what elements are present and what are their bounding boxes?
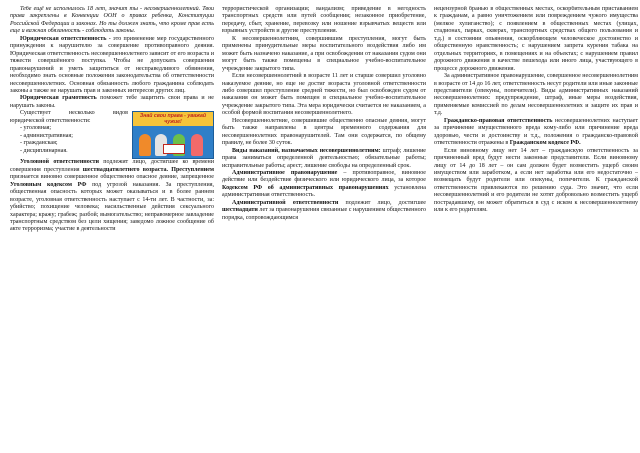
text-fragment: подлежит лицо, достигшее (338, 199, 426, 206)
paragraph-criminal-responsibility (10, 159, 214, 234)
text-fragment: лет за правонарушения связанные с нарушением общественного порядка, сопровождающимся (222, 207, 426, 221)
list-item: - дисциплинарная. (20, 147, 68, 154)
column-right (434, 6, 638, 453)
paragraph-punishment-types (222, 148, 426, 170)
term-legal-responsibility: Юридическая ответственность (20, 35, 107, 42)
paragraph-administrative-responsibility (222, 200, 426, 222)
list-item: - гражданская; (20, 140, 58, 147)
child-figure-icon (139, 134, 151, 156)
paragraph-administrative-offense (222, 170, 426, 200)
text-fragment: под угрозой наказания. За преступления, общественная опасность которых может оказываться и в более раннем возрасте, уголовная ответственность наступает с 14-ти лет. В частности, за: убийство; похищение человека; насильственные действия сексуального характера; кражу; грабеж; разбой; вымогательство; неправомерное завладение транспортным средством без цели хищения; заведомо ложное сообщение об акте терроризма; участие в деятельности (10, 181, 214, 233)
paragraph-legal-responsibility (10, 36, 214, 96)
poster-caption: Знай свои права - уважай чужие! (139, 113, 207, 125)
term-administrative-code: Кодексом РФ об административных правонарушениях (222, 184, 389, 191)
paragraph-educational-measures: К несовершеннолетним, совершившим преступления, могут быть применены принудительные меры воспитательного воздействия либо им может быть назначено наказание, а при освобождении от наказания судом они могут быть также помещены в специальное учебно-воспитательное учреждение закрытого типа. (222, 35, 426, 72)
term-administrative-offense: Административное правонарушение (232, 169, 338, 176)
paragraph-types-intro: Существует несколько видов юридической ответственности: (10, 110, 128, 124)
responsibility-types-list (10, 125, 128, 155)
term-civil-code: Гражданском кодексе РФ. (509, 140, 581, 147)
text-fragment: – противоправное, виновное действие или бездействие физического или юридического лица, за которое (222, 169, 426, 184)
types-text (10, 110, 128, 155)
intro-paragraph: Тебе ещё не исполнилось 18 лет, значит ты - несовершеннолетний. Твои права закреплены в Конвенции ООН о правах ребенка, Конституции Российской Федерации и законах. Но ты должен знать, что кроме прав есть еще и важная обязанность - соблюдать законы. (10, 6, 214, 35)
text-fragment: несовершеннолетних наступает за причинение имущественного вреда кому-либо или причинение вреда здоровью, чести и достоинству и т.д., положения о гражданско-правовой ответственности отражены в (434, 117, 638, 147)
paragraph-detention-centers: Несовершеннолетние, совершившие общественно опасные деяния, могут быть также направлены в центры временного содержания для несовершеннолетних правонарушителей. Там они содержатся, по общему правилу, не более 30 суток. (222, 117, 426, 147)
term-age-sixteen: шестнадцатилетнего возраста. Преступлением (82, 166, 214, 173)
paragraph-civil-responsibility (434, 118, 638, 148)
term-civil-responsibility: Гражданско-правовая ответственность (444, 117, 553, 124)
text-fragment: установлена административная ответственность. (222, 184, 426, 199)
text-fragment: штраф; лишение права заниматься определенной деятельностью; обязательные работы; исправительные работы; арест; лишение свободы на определенный срок. (222, 147, 426, 169)
paragraph-parents-responsibility: За административное правонарушение, совершенное несовершеннолетним в возрасте от 14 до 16 лет, ответственность несут родители или иные законные представители (опекуны, попечители). Виды административных наказаний несовершеннолетних: предупреждение, штраф, иные меры воздействия, применяемые комиссией по делам несовершеннолетних и защите их прав и т.д. (434, 73, 638, 117)
term-criminal-code: Уголовным кодексом РФ (10, 181, 87, 188)
paragraph-damage-compensation: Если виновному лицу нет 14 лет – гражданскую ответственность за причиненный вред будут нести законные представители. Если виновному лицу от 14 до 18 лет – он сам должен будет возместить ущерб своим имуществом или заработком, а если нет заработка или его недостаточно – возмещать будут родители или опекуны, попечители. К гражданской ответственности привлекаются по решению суда. Это значит, что если несовершеннолетний и его родители не хотят добровольно возместить ущерб пострадавшему, он может обратиться в суд с иском к несовершеннолетнему или к его родителям. (434, 147, 638, 214)
paragraph-continued: террористической организации; вандализм; приведение в негодность транспортных средств или путей сообщения; незаконное приобретение, передачу, сбыт, хранение, перевозку или ношение взрывчатых веществ или взрывных устройств и другие преступления. (222, 6, 426, 35)
rights-poster-image (132, 111, 214, 159)
text-fragment: признается виновно совершенное общественно опасное деяние, запрещенное (10, 174, 214, 181)
term-criminal-responsibility: Уголовной ответственности (20, 159, 99, 166)
column-middle (222, 6, 426, 453)
list-item: - уголовная; (20, 125, 52, 132)
term-legal-literacy: Юридическая грамотность (20, 95, 97, 102)
term-sixteen: шестнадцати (222, 207, 258, 214)
types-block (10, 110, 214, 159)
term-administrative-responsibility: Административной ответственности (232, 199, 339, 206)
paragraph-legal-literacy (10, 95, 214, 110)
text-fragment: подлежит лицо, достигшее ко времени совершения преступления (10, 159, 214, 173)
list-item: - административная; (20, 132, 73, 139)
paragraph-continued: нецензурной бранью в общественных местах, оскорбительным приставанием к гражданам, а равно уничтожением или повреждением чужого имущества (мелкое хулиганство); с появлением в общественных местах (улицах, стадионах, парках, скверах, транспортных средствах общего пользования и т.д.) в состоянии опьянения, оскорбляющем человеческое достоинство и общественную нравственность; с нарушением запрета курения табака на отдельных территориях, в помещениях и на объектах; с нарушением правил дорожного движения в качестве пешехода или иного лица, участвующего в процессе дорожного движения. (434, 6, 638, 72)
text-legal-responsibility: - это применение мер государственного принуждения к нарушителю за совершение противоправного деяния. Юридическая ответственность несовершеннолетнего зависит от его возраста и тяжести совершённого поступка. Чтобы не допускать совершения правонарушений и уметь защититься от несправедливого обвинения, необходимо знать основные положения законодательства об ответственности несовершеннолетних. Основная обязанность любого гражданина соблюдать законы а также не нарушать прав и законных интересов других лиц. (10, 35, 214, 94)
text-legal-literacy: поможет тебе защитить свои права и не нарушать законы. (10, 95, 214, 109)
child-figure-icon (191, 134, 203, 156)
paragraph-age-eleven: Если несовершеннолетний в возрасте 11 лет и старше совершил уголовно наказуемое деяние, но еще не достиг возраста уголовной ответственности либо совершил преступление средней тяжести, но был освобожден судом от наказания он может быть помещен в специальное учебно-воспитательное учреждение закрытого типа. Эта мера юридически считается не наказанием, а особой формой воспитания несовершеннолетнего. (222, 73, 426, 117)
book-icon (163, 144, 185, 154)
column-left (10, 6, 214, 453)
term-punishment-types: Виды наказаний, назначаемых несовершеннолетним: (232, 147, 381, 154)
